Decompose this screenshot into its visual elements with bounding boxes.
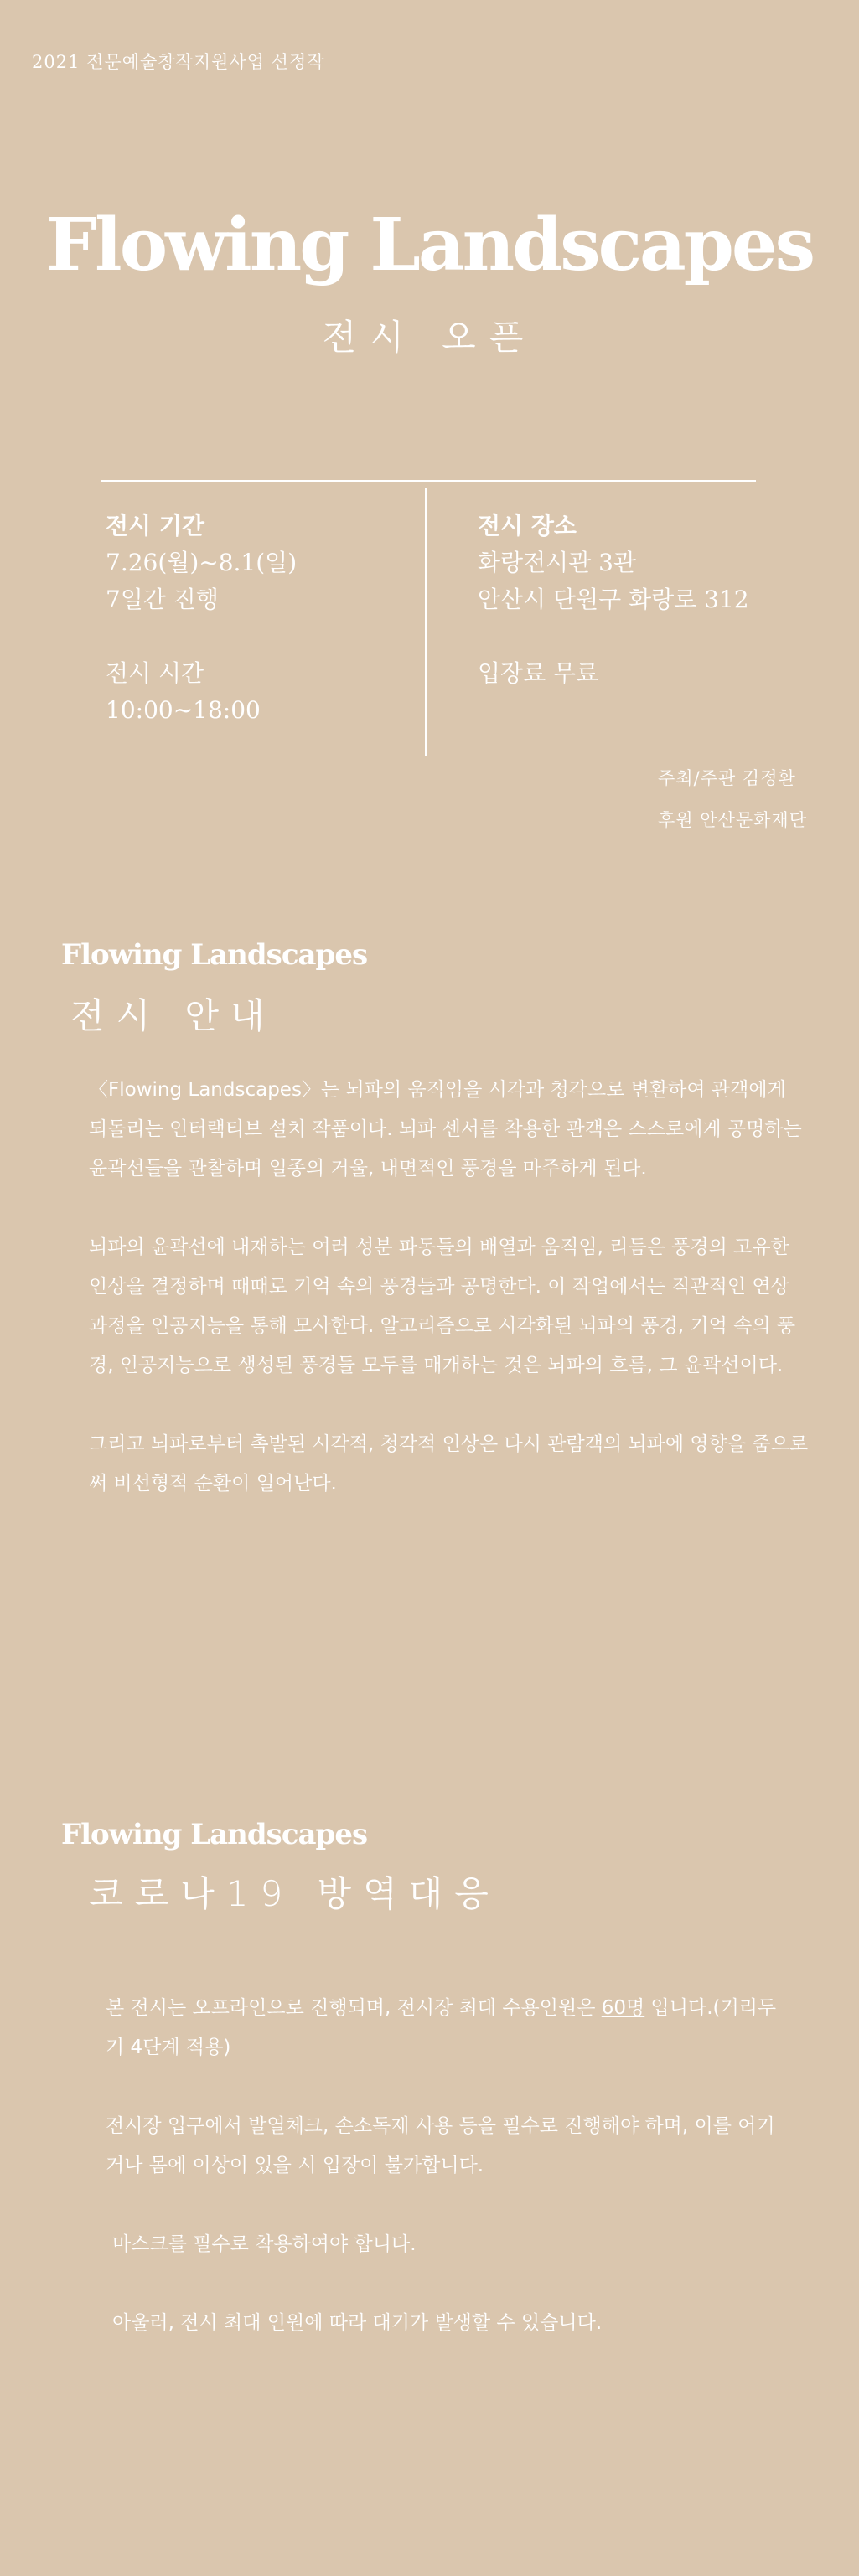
admission-text: 입장료 무료 <box>478 659 599 687</box>
top-label: 2021 전문예술창작지원사업 선정작 <box>32 52 325 72</box>
section2-title: 코로나19 방역대응 <box>89 1873 500 1914</box>
place-name: 화랑전시관 3관 <box>478 549 637 576</box>
time-value: 10:00~18:00 <box>106 696 261 724</box>
section1-paragraph: 〈Flowing Landscapes〉는 뇌파의 움직임을 시각과 청각으로 변환하여 관객에게 되돌리는 인터랙티브 설치 작품이다. 뇌파 센서를 착용한 관객은 스스로에게 공명하는 윤곽선들을 관찰하며 일종의 거울, 내면적인 풍경을 마주하게 된다. <box>89 1079 802 1180</box>
credits <box>658 757 807 841</box>
sponsor-credit: 후원 안산문화재단 <box>658 810 807 830</box>
section1-title: 전시 안내 <box>70 995 277 1036</box>
waiting-paragraph: 아울러, 전시 최대 인원에 따라 대기가 발생할 수 있습니다. <box>112 2312 603 2334</box>
capacity-text: 본 전시는 오프라인으로 진행되며, 전시장 최대 수용인원은 <box>106 1997 602 2019</box>
capacity-note: 입니다.(거리두기 4단계 적용) <box>106 1997 777 2058</box>
period-dates: 7.26(월)~8.1(일) <box>106 549 298 576</box>
place-label: 전시 장소 <box>478 512 577 539</box>
capacity-number: 60명 <box>601 1997 645 2019</box>
section2-body <box>106 1989 793 2382</box>
host-credit: 주최/주관 김정환 <box>658 768 796 788</box>
info-left-column <box>106 508 297 729</box>
section1-paragraph: 뇌파의 윤곽선에 내재하는 여러 성분 파동들의 배열과 움직임, 리듬은 풍경의 고유한 인상을 결정하며 때때로 기억 속의 풍경들과 공명한다. 이 작업에서는 직관적인 연상 과정을 인공지능을 통해 모사한다. 알고리즘으로 시각화된 뇌파의 풍경, 기억 속의 풍경, 인공지능으로 생성된 풍경들 모두를 매개하는 것은 뇌파의 흐름, 그 윤곽선이다. <box>89 1236 796 1376</box>
capacity-paragraph <box>106 1989 793 2068</box>
period-days: 7일간 진행 <box>106 586 219 613</box>
info-right-column <box>478 508 749 692</box>
period-label: 전시 기간 <box>106 512 204 539</box>
section1-paragraph: 그리고 뇌파로부터 촉발된 시각적, 청각적 인상은 다시 관람객의 뇌파에 영향을 줌으로써 비선형적 순환이 일어난다. <box>89 1433 809 1494</box>
vertical-divider <box>425 488 427 756</box>
time-label: 전시 시간 <box>106 659 204 687</box>
place-address: 안산시 단원구 화랑로 312 <box>478 586 749 613</box>
entrance-paragraph: 전시장 입구에서 발열체크, 손소독제 사용 등을 필수로 진행해야 하며, 이를 어기거나 몸에 이상이 있을 시 입장이 불가합니다. <box>106 2115 775 2176</box>
mask-paragraph: 마스크를 필수로 착용하여야 합니다. <box>112 2233 417 2255</box>
section1-kicker: Flowing Landscapes <box>61 938 368 972</box>
horizontal-divider <box>101 480 756 482</box>
exhibition-title: Flowing Landscapes <box>45 203 813 287</box>
exhibition-subtitle: 전시 오픈 <box>322 317 537 358</box>
section1-body <box>89 1071 810 1543</box>
section2-kicker: Flowing Landscapes <box>61 1818 368 1851</box>
